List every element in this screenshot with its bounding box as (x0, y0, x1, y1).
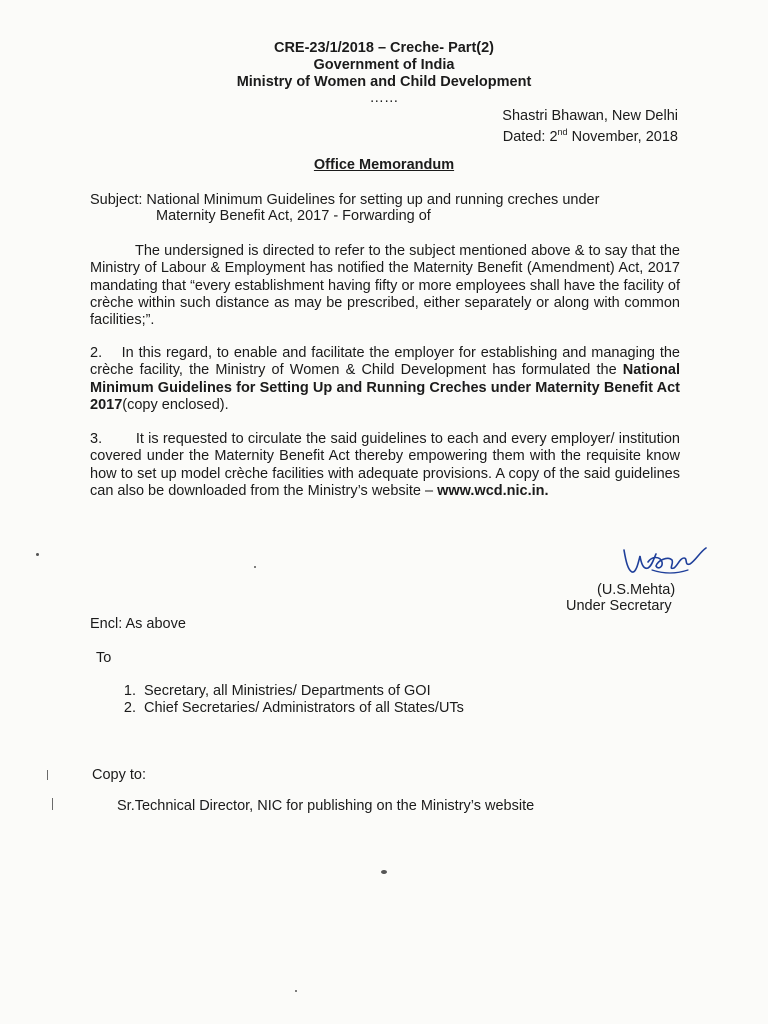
paragraph-2: 2. In this regard, to enable and facilitate the employer for establishing and managing the crèche facility, the Ministry of Women & Child Development has formulated the National Minimum Guidelines for Setting Up and Running Creches under Maternity Benefit Act 2017(copy enclosed). (90, 345, 680, 413)
file-number: CRE-23/1/2018 – Creche- Part(2) (273, 40, 495, 56)
scan-speck (36, 553, 39, 556)
recipient-item: 1. Secretary, all Ministries/ Departments of GOI (140, 683, 464, 700)
to-label: To (96, 650, 112, 666)
ministry-website: www.wcd.nic.in. (437, 482, 549, 499)
signatory-name: (U.S.Mehta) (597, 582, 676, 598)
margin-mark (47, 770, 48, 780)
office-location: Shastri Bhawan, New Delhi (502, 108, 678, 124)
government-name: Government of India (313, 57, 455, 73)
recipient-item: 2. Chief Secretaries/ Administrators of all States/UTs (140, 700, 464, 717)
scan-speck (254, 566, 256, 568)
enclosure-note: Encl: As above (90, 616, 186, 632)
paragraph-1: The undersigned is directed to refer to the subject mentioned above & to say that the Ministry of Labour & Employment has notified the Maternity Benefit (Amendment) Act, 2017 mandating that “every establishment having fifty or more employees shall have the facility of crèche within such distance as may be prescribed, either separately or along with common facilities;”. (90, 243, 680, 329)
memo-date: Dated: 2nd November, 2018 (502, 127, 678, 145)
scan-speck (381, 870, 387, 874)
margin-mark (52, 798, 53, 810)
subject-text-1: National Minimum Guidelines for setting up and running creches under (142, 192, 600, 208)
recipient-list (115, 683, 464, 717)
subject-label: Subject: (90, 192, 143, 208)
signature-mark (618, 540, 710, 586)
guidelines-title: National Minimum Guidelines for Setting Up and Running Creches under Maternity Benefit Act 2017 (90, 362, 680, 413)
subject-text-2: Maternity Benefit Act, 2017 - Forwarding of (156, 208, 431, 224)
memo-title: Office Memorandum (313, 157, 455, 173)
signatory-designation: Under Secretary (566, 598, 672, 614)
header-dots: …… (369, 90, 399, 106)
scan-speck (295, 990, 297, 992)
copy-to-recipient: Sr.Technical Director, NIC for publishing on the Ministry’s website (117, 798, 535, 814)
subject-line (90, 192, 690, 209)
copy-to-label: Copy to: (92, 767, 146, 783)
paragraph-3: 3. It is requested to circulate the said guidelines to each and every employer/ institution covered under the Maternity Benefit Act thereby empowering them with the requisite know how to set up model crèche facilities with adequate provisions. A copy of the said guidelines can also be downloaded from the Ministry’s website – www.wcd.nic.in. (90, 431, 680, 499)
ministry-name: Ministry of Women and Child Development (236, 74, 532, 90)
